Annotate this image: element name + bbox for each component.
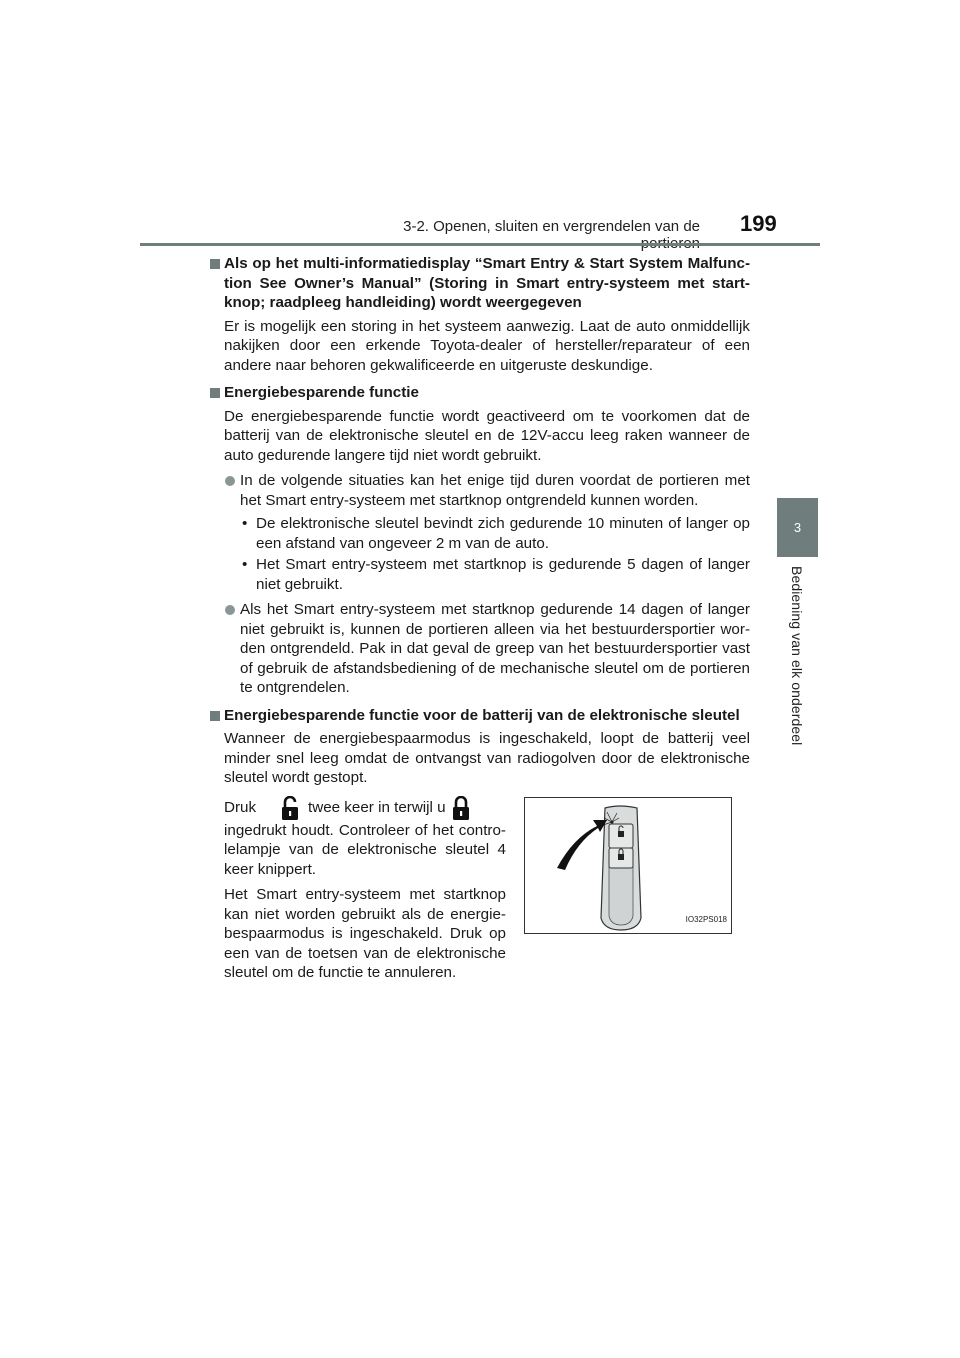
square-bullet-icon: [210, 711, 220, 721]
dot-bullet-icon: •: [242, 515, 248, 532]
section-title-energy-saving: Energiebesparende functie: [210, 383, 750, 403]
sub-list-item: • Het Smart entry-systeem met startknop is gedurende 5 dagen of langer niet gebruikt.: [242, 556, 750, 593]
instruction-rest: ingedrukt houdt. Controleer of het contro-lelampje van de elektronische sleutel 4 keer knippert.: [224, 821, 506, 878]
illustration-code: IO32PS018: [685, 915, 727, 924]
sub-list-item: • De elektronische sleutel bevindt zich gedurende 10 minuten of langer op een afstand van ongeveer 2 m van de auto.: [242, 515, 750, 552]
square-bullet-icon: [210, 259, 220, 269]
section-body-key-battery: Wanneer de energiebespaarmodus is ingeschakeld, loopt de batterij veel minder snel leeg omdat de ontvangst van radiogolven door de elektronische sleutel wordt gestopt.: [224, 730, 750, 786]
chapter-tab: [777, 498, 818, 557]
page-content: [210, 254, 750, 996]
section-title-malfunction: Als op het multi-informatiedisplay “Smart Entry & Start System Malfunc-tion See Owner’s Manual” (Storing in Smart entry-systeem met start-knop; raadpleeg handleiding) wordt weergegeven: [210, 254, 750, 313]
key-fob-illustration: [524, 797, 732, 934]
instruction-note: Het Smart entry-systeem met startknop kan niet worden gebruikt als de energie-bespaarmodus is ingeschakeld. Druk op een van de toetsen van de elektronische sleutel om de functie te annuleren.: [224, 886, 506, 981]
round-bullet-icon: [225, 605, 235, 615]
unlock-icon: [272, 796, 308, 821]
chapter-label: Bediening van elk onderdeel: [789, 566, 805, 746]
section-body-malfunction: Er is mogelijk een storing in het systeem aanwezig. Laat de auto onmiddellijk nakijken door een erkende Toyota-dealer of hersteller/reparateur of een andere naar behoren gekwalificeerde en uitgeruste deskundige.: [224, 317, 750, 374]
section-title-key-battery: Energiebesparende functie voor de batterij van de elektronische sleutel: [210, 706, 750, 726]
square-bullet-icon: [210, 388, 220, 398]
page-header-title: 3-2. Openen, sluiten en vergrendelen van de: [403, 218, 700, 235]
instruction-block: [210, 796, 750, 996]
section-body-energy-saving: De energiebesparende functie wordt geactiveerd om te voorkomen dat de batterij van de elektronische sleutel en de 12V-accu leeg raken wanneer de auto gedurende langere tijd niet wordt gebruikt.: [224, 407, 750, 464]
dot-bullet-icon: •: [242, 556, 248, 573]
instruction-text: [224, 796, 506, 983]
header-rule: [140, 243, 820, 246]
instruction-line: Druk twee keer in terwijl u: [224, 796, 506, 821]
lock-icon: [446, 796, 476, 821]
chapter-number: 3: [793, 520, 802, 535]
list-item: In de volgende situaties kan het enige tijd duren voordat de portieren met het Smart entry-systeem met startknop ontgrendeld kunnen worden.: [210, 471, 750, 510]
page-number: 199: [740, 211, 777, 236]
list-item: Als het Smart entry-systeem met startknop gedurende 14 dagen of langer niet gebruikt is, kunnen de portieren alleen via het bestuurdersportier wor-den ontgrendeld. Pak in dat geval de greep van het bestuurdersportier vast of gebruik de afstandsbediening of de mechanische sleutel om de portieren te ontgrendelen.: [210, 600, 750, 698]
round-bullet-icon: [225, 476, 235, 486]
